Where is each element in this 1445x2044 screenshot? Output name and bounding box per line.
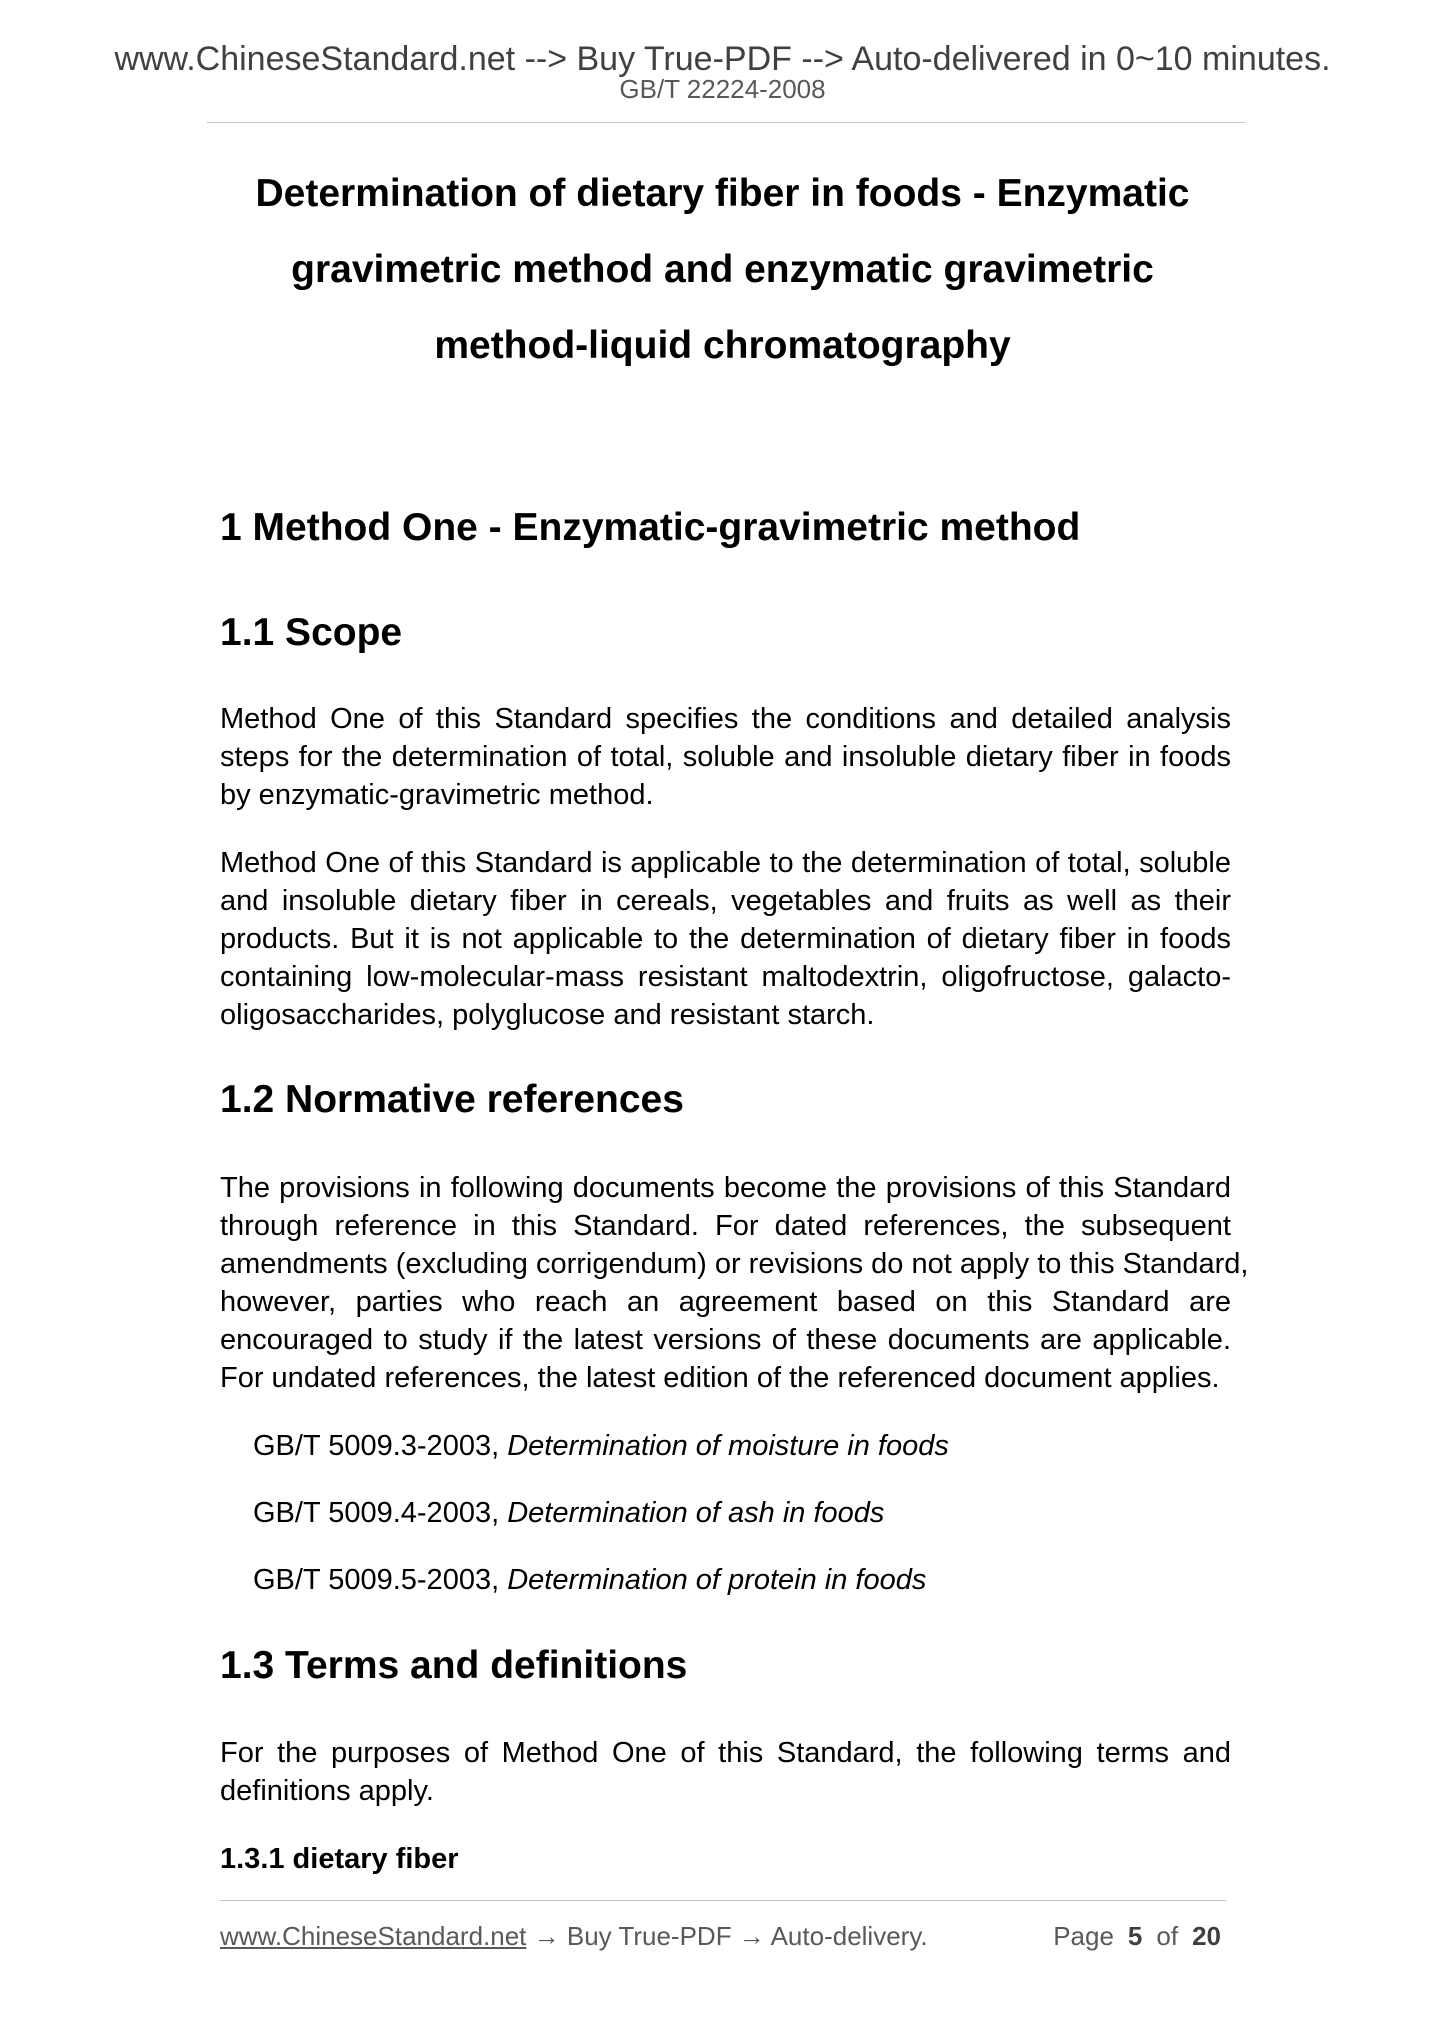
page-of-label: of [1156,1921,1179,1951]
paragraph-line: oligosaccharides, polyglucose and resistant starch. [220,999,875,1031]
document-title [0,156,1445,384]
normative-references-paragraph [220,1169,1249,1397]
reference-item [253,1561,926,1599]
normative-references-heading: 1.2 Normative references [220,1078,684,1121]
reference-item [253,1427,949,1465]
scope-paragraph-1 [220,700,1231,814]
page-label: Page [1053,1921,1114,1951]
header-banner: www.ChineseStandard.net --> Buy True-PDF --> Auto-delivered in 0~10 minutes. [114,40,1331,78]
paragraph-line: amendments (excluding corrigendum) or revisions do not apply to this Standard, [220,1248,1249,1280]
paragraph-line: containing low-molecular-mass resistant maltodextrin, oligofructose, galacto- [220,961,1231,993]
paragraph-line: through reference in this Standard. For dated references, the subsequent [220,1210,1231,1242]
paragraph-line: encouraged to study if the latest versions of these documents are applicable. [220,1324,1231,1356]
page-indicator [1053,1920,1221,1952]
reference-title: Determination of moisture in foods [507,1430,949,1462]
section-1-heading: 1 Method One - Enzymatic-gravimetric method [220,506,1081,549]
reference-code: GB/T 5009.4-2003, [253,1497,500,1529]
paragraph-line: and insoluble dietary fiber in cereals, vegetables and fruits as well as their [220,885,1231,917]
paragraph-line: products. But it is not applicable to the determination of dietary fiber in foods [220,923,1231,955]
reference-code: GB/T 5009.5-2003, [253,1564,500,1596]
paragraph-line: For the purposes of Method One of this Standard, the following terms and [220,1737,1231,1769]
reference-code: GB/T 5009.3-2003, [253,1430,500,1462]
standard-number: GB/T 22224-2008 [619,74,826,104]
paragraph-line: Method One of this Standard is applicable to the determination of total, soluble [220,847,1231,879]
footer-site-link[interactable]: www.ChineseStandard.net [220,1921,527,1951]
paragraph-line: by enzymatic-gravimetric method. [220,779,654,811]
total-pages-number: 20 [1192,1921,1221,1951]
scope-heading: 1.1 Scope [220,611,403,654]
footer-tagline: → Buy True-PDF → Auto-delivery. [533,1921,928,1951]
paragraph-line: Method One of this Standard specifies the conditions and detailed analysis [220,703,1231,735]
paragraph-line: however, parties who reach an agreement based on this Standard are [220,1286,1231,1318]
paragraph-line: steps for the determination of total, soluble and insoluble dietary fiber in foods [220,741,1231,773]
paragraph-line: definitions apply. [220,1775,434,1807]
header-divider [207,122,1245,123]
current-page-number: 5 [1127,1921,1143,1951]
paragraph-line: For undated references, the latest edition of the referenced document applies. [220,1362,1220,1394]
footer-promo [220,1920,928,1952]
reference-title: Determination of protein in foods [507,1564,927,1596]
footer-divider [220,1900,1226,1901]
title-line: method-liquid chromatography [434,324,1011,367]
terms-definitions-heading: 1.3 Terms and definitions [220,1644,688,1687]
reference-item [253,1494,884,1532]
terms-definitions-paragraph [220,1734,1231,1810]
title-line: gravimetric method and enzymatic gravimetric [291,248,1154,291]
scope-paragraph-2 [220,844,1231,1034]
reference-title: Determination of ash in foods [507,1497,885,1529]
term-heading-dietary-fiber: 1.3.1 dietary fiber [220,1843,459,1875]
title-line: Determination of dietary fiber in foods - Enzymatic [255,172,1190,215]
paragraph-line: The provisions in following documents become the provisions of this Standard [220,1172,1231,1204]
